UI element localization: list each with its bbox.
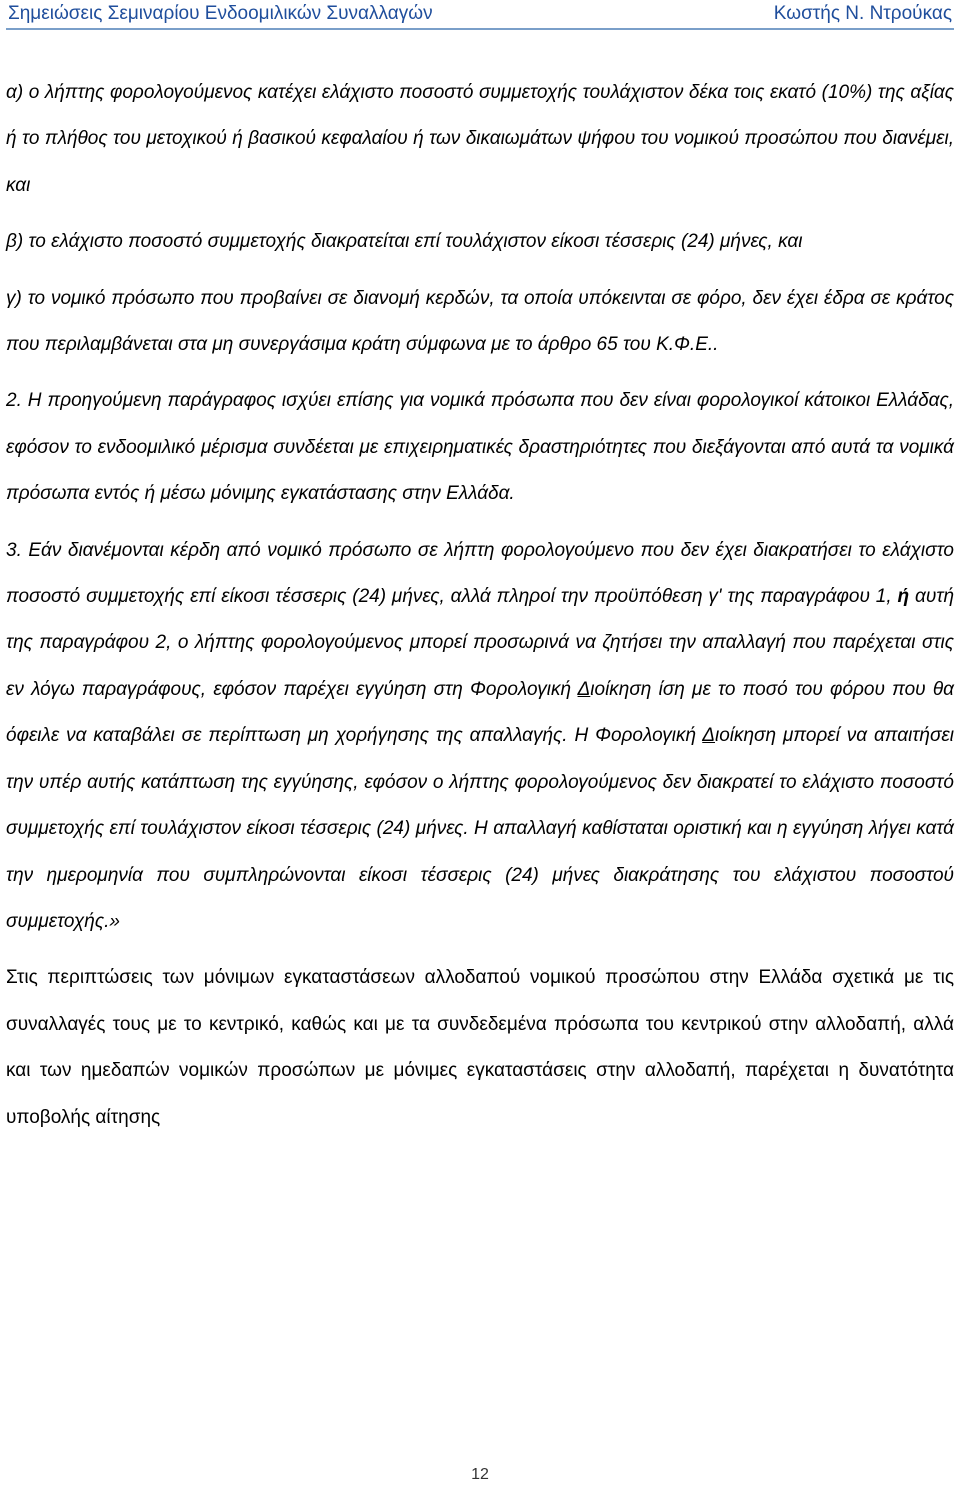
paragraph-3-part1: 3. Εάν διανέμονται κέρδη από νομικό πρόσωπο σε λήπτη φορολογούμενο που δεν έχει διακρατήσει το ελάχιστο ποσοστό συμμετοχής επί είκοσι τέσσερις (24) μήνες, αλλά πληροί την προϋπόθεση γ' της παραγράφου 1, bbox=[6, 539, 954, 608]
paragraph-3-part3: ιοίκηση ίση με το ποσό του φόρου που θα όφειλε να καταβάλει σε περίπτωση μη χορήγησης της απαλλαγής. Η Φορολογική bbox=[6, 678, 954, 747]
paragraph-3-emphasis: ή bbox=[897, 586, 910, 608]
paragraph-final: Στις περιπτώσεις των μόνιμων εγκαταστάσεων αλλοδαπού νομικού προσώπου στην Ελλάδα σχετικά με τις συναλλαγές τους με το κεντρικό, καθώς και με τα συνδεδεμένα πρόσωπα του κεντρικού στην αλλοδαπή, αλλά και των ημεδαπών νομικών προσώπων με μόνιμες εγκαταστάσεις στην αλλοδαπή, παρέχεται η δυνατότητα υποβολής αίτησης bbox=[6, 967, 954, 1128]
page-header bbox=[6, 0, 954, 30]
paragraph-gamma: γ) το νομικό πρόσωπο που προβαίνει σε διανομή κερδών, τα οποία υπόκεινται σε φόρο, δεν έχει έδρα σε κράτος που περιλαμβάνεται στα μη συνεργάσιμα κράτη σύμφωνα με το άρθρο 65 του Κ.Φ.Ε.. bbox=[6, 287, 954, 356]
page-body bbox=[6, 70, 954, 1141]
paragraph-3 bbox=[6, 528, 954, 946]
page-number: 12 bbox=[471, 1466, 489, 1483]
paragraph-3-part2: αυτή της παραγράφου 2, ο λήπτης φορολογούμενος μπορεί προσωρινά να ζητήσει την απαλλαγή που παρέχεται στις εν λόγω παραγράφους, εφόσον παρέχει εγγύηση στη Φορολογική bbox=[6, 586, 954, 700]
header-author: Κωστής Ν. Ντρούκας bbox=[773, 3, 952, 24]
paragraph-2: 2. Η προηγούμενη παράγραφος ισχύει επίσης για νομικά πρόσωπα που δεν είναι φορολογικοί κάτοικοι Ελλάδας, εφόσον το ενδοομιλικό μέρισμα συνδέεται με επιχειρηματικές δραστηριότητες που διεξάγονται από αυτά τα νομικά πρόσωπα εντός ή μέσω μόνιμης εγκατάστασης στην Ελλάδα. bbox=[6, 390, 954, 505]
paragraph-3-underline-1: Δ bbox=[577, 678, 591, 700]
paragraph-3-part4: ιοίκηση μπορεί να απαιτήσει την υπέρ αυτής κατάπτωση της εγγύησης, εφόσον ο λήπτης φορολογούμενος δεν διακρατεί το ελάχιστο ποσοστό συμμετοχής επί τουλάχιστον είκοσι τέσσερις (24) μήνες. Η απαλλαγή καθίσταται οριστική και η εγγύηση λήγει κατά την ημερομηνία που συμπληρώνονται είκοσι τέσσερις (24) μήνες διακράτησης του ελάχιστου ποσοστού συμμετοχής.» bbox=[6, 725, 954, 932]
paragraph-alpha: α) ο λήπτης φορολογούμενος κατέχει ελάχιστο ποσοστό συμμετοχής τουλάχιστον δέκα τοις εκατό (10%) της αξίας ή το πλήθος του μετοχικού ή βασικού κεφαλαίου ή των δικαιωμάτων ψήφου του νομικού προσώπου που διανέμει, και bbox=[6, 82, 954, 196]
paragraph-beta: β) το ελάχιστο ποσοστό συμμετοχής διακρατείται επί τουλάχιστον είκοσι τέσσερις (24) μήνες, και bbox=[6, 231, 803, 253]
paragraph-3-underline-2: Δ bbox=[702, 725, 715, 747]
header-title: Σημειώσεις Σεμιναρίου Ενδοομιλικών Συναλλαγών bbox=[8, 3, 433, 24]
